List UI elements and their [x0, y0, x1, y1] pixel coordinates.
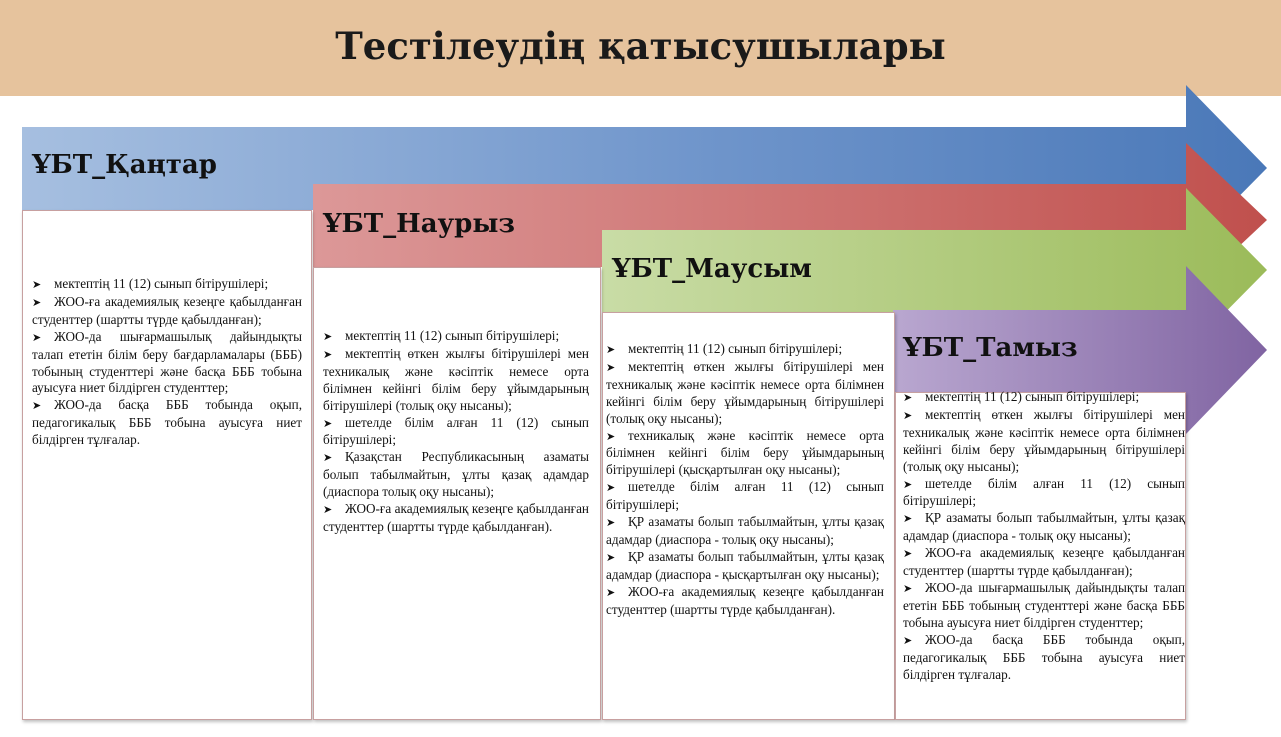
arrow-bullet-icon: ➤	[323, 416, 333, 430]
arrow-bullet-icon: ➤	[606, 360, 616, 374]
arrow-bullet-icon: ➤	[323, 330, 333, 343]
arrow-bullet-icon: ➤	[32, 295, 42, 309]
participants-list-march	[323, 328, 589, 716]
list-item-text: ЖОО-ға академиялық кезеңге қабылданған студенттер (шартты түрде қабылданған).	[323, 501, 589, 534]
list-item-text: Қазақстан Республикасының азаматы болып табылмайтын, ұлты қазақ адамдар (диаспора толық оқу нысаны);	[323, 449, 589, 500]
list-item	[606, 514, 884, 549]
list-item	[903, 407, 1185, 476]
arrow-bullet-icon: ➤	[32, 330, 42, 344]
list-item	[32, 397, 302, 449]
list-item-text: мектептің өткен жылғы бітірушілері мен техникалық және кәсіптік немесе орта білімнен кейінгі білім беру ұйымдарының бітірушілері (толық оқу нысаны);	[323, 345, 589, 413]
list-item	[903, 580, 1185, 632]
group-label-march: ҰБТ_Наурыз	[323, 209, 516, 239]
list-item-text: ЖОО-ға академиялық кезеңге қабылданған студенттер (шартты түрде қабылданған);	[32, 293, 302, 327]
list-item	[323, 328, 589, 346]
list-item-text: ЖОО-да шығармашылық дайындықты талап ететін БББ тобының студенттері және басқа БББ тобына ауысуға ниет білдірген студенттер;	[903, 579, 1185, 630]
list-item	[32, 276, 302, 294]
arrow-bullet-icon: ➤	[606, 481, 616, 495]
list-item-text: ЖОО-ға академиялық кезеңге қабылданған студенттер (шартты түрде қабылданған);	[903, 545, 1185, 579]
list-item	[903, 510, 1185, 545]
list-item-text: мектептің 11 (12) сынып бітірушілері;	[628, 341, 843, 356]
arrow-bullet-icon: ➤	[606, 550, 616, 564]
list-item	[903, 632, 1185, 684]
list-item-text: мектептің 11 (12) сынып бітірушілері;	[925, 389, 1140, 404]
list-item-text: мектептің өткен жылғы бітірушілері мен техникалық және кәсіптік немесе орта білімнен кейінгі білім беру ұйымдарының бітірушілері (толық оқу нысаны);	[606, 358, 884, 426]
participants-list-january	[32, 276, 302, 716]
arrow-bullet-icon: ➤	[32, 278, 42, 291]
arrow-bullet-icon: ➤	[903, 477, 913, 491]
list-item-text: шетелде білім алған 11 (12) сынып бітірушілері;	[323, 414, 589, 448]
list-item-text: ҚР азаматы болып табылмайтын, ұлты қазақ адамдар (диаспора - толық оқу нысаны);	[903, 510, 1185, 544]
participants-list-august	[903, 389, 1185, 720]
arrow-bullet-icon: ➤	[606, 343, 616, 356]
group-label-june: ҰБТ_Маусым	[612, 254, 812, 284]
arrow-bullet-icon: ➤	[32, 399, 42, 413]
list-item-text: ҚР азаматы болып табылмайтын, ұлты қазақ адамдар (диаспора - толық оқу нысаны);	[606, 514, 884, 547]
list-item-text: ҚР азаматы болып табылмайтын, ұлты қазақ адамдар (диаспора - қысқартылған оқу нысаны);	[606, 548, 884, 582]
list-item-text: мектептің өткен жылғы бітірушілері мен техникалық және кәсіптік немесе орта білімнен кейінгі білім беру ұйымдарының бітірушілері (толық оқу нысаны);	[903, 406, 1185, 474]
arrow-bullet-icon: ➤	[606, 585, 616, 599]
participants-list-june	[606, 341, 884, 716]
list-item	[903, 545, 1185, 580]
group-label-january: ҰБТ_Қаңтар	[32, 150, 217, 180]
list-item	[903, 389, 1185, 407]
list-item	[606, 359, 884, 428]
list-item-text: ЖОО-да басқа БББ тобында оқып, педагогикалық БББ тобына ауысуға ниет білдірген тұлғалар.	[32, 397, 302, 448]
list-item	[606, 479, 884, 514]
slide-title: Тестілеудің қатысушылары	[335, 24, 946, 68]
list-item	[323, 449, 589, 501]
arrow-bullet-icon: ➤	[903, 633, 913, 647]
list-item	[606, 549, 884, 584]
list-item	[32, 329, 302, 398]
list-item	[606, 428, 884, 480]
group-label-august: ҰБТ_Тамыз	[903, 333, 1078, 363]
list-item	[32, 294, 302, 329]
list-item	[323, 346, 589, 415]
list-item	[323, 501, 589, 536]
arrow-bullet-icon: ➤	[903, 408, 913, 422]
arrow-bullet-icon: ➤	[606, 429, 616, 443]
list-item	[903, 476, 1185, 511]
list-item-text: техникалық және кәсіптік немесе орта білімнен кейінгі білім беру ұйымдарының бітірушілері (қысқартылған оқу нысаны);	[606, 427, 884, 478]
list-item-text: мектептің 11 (12) сынып бітірушілері;	[54, 276, 269, 291]
list-item-text: шетелде білім алған 11 (12) сынып бітірушілері;	[606, 479, 884, 513]
arrow-bullet-icon: ➤	[323, 451, 333, 465]
arrow-bullet-icon: ➤	[903, 512, 913, 526]
arrow-bullet-icon: ➤	[323, 347, 333, 361]
list-item-text: мектептің 11 (12) сынып бітірушілері;	[345, 328, 560, 343]
arrow-bullet-icon: ➤	[323, 503, 333, 517]
list-item	[606, 584, 884, 619]
arrow-bullet-icon: ➤	[903, 581, 913, 595]
list-item	[323, 415, 589, 450]
list-item-text: ЖОО-ға академиялық кезеңге қабылданған студенттер (шартты түрде қабылданған).	[606, 583, 884, 617]
list-item	[606, 341, 884, 359]
arrow-bullet-icon: ➤	[606, 516, 616, 530]
arrow-bullet-icon: ➤	[903, 547, 913, 561]
arrow-bullet-icon: ➤	[903, 391, 913, 404]
list-item-text: шетелде білім алған 11 (12) сынып бітірушілері;	[903, 475, 1185, 509]
list-item-text: ЖОО-да шығармашылық дайындықты талап ететін білім беру бағдарламалары (БББ) тобының студенттері және басқа БББ тобына ауысуға ниет білдірген студенттер;	[32, 328, 302, 396]
list-item-text: ЖОО-да басқа БББ тобында оқып, педагогикалық БББ тобына ауысуға ниет білдірген тұлғалар.	[903, 631, 1185, 682]
